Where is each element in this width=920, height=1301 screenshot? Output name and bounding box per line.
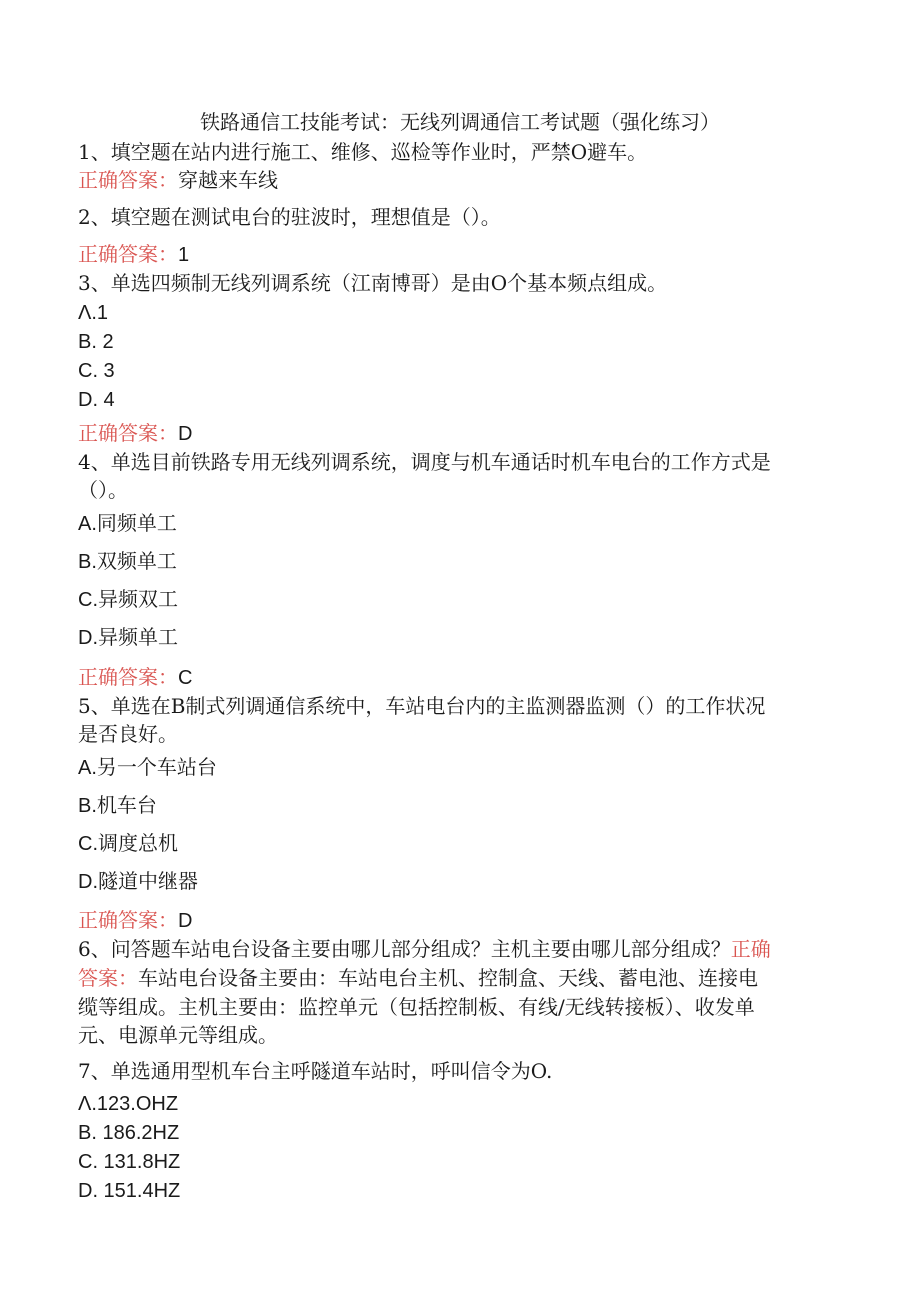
answer-value: 车站电台设备主要由：车站电台主机、控制盒、天线、蓄电池、连接电 [138,966,758,990]
option: Λ.1 [78,302,109,324]
answer-6-cont: 元、电源单元等组成。 [78,1023,278,1047]
option: A.另一个车站台 [78,757,217,779]
answer-label: 正确答案： [78,168,178,192]
option: B.双频单工 [78,551,177,573]
answer-6 [78,964,834,992]
answer-label: 正确答案： [78,242,178,266]
question-3: 3、单选四频制无线列调系统（江南博哥）是由O个基本频点组成。 [78,271,668,295]
question-2: 2、填空题在测试电台的驻波时，理想值是（）。 [78,205,501,229]
answer-6-cont: 缆等组成。主机主要由：监控单元（包括控制板、有线/无线转接板）、收发单 [78,995,755,1019]
answer-label: 正确 [730,937,771,961]
option: A.同频单工 [78,513,177,535]
answer-label: 正确答案： [78,421,178,445]
option: B.机车台 [78,795,157,817]
option: D. 4 [78,389,115,411]
option: Λ.123.OHZ [78,1093,179,1115]
page-title: 铁路通信工技能考试：无线列调通信工考试题（强化练习） [200,110,720,134]
option: C.异频双工 [78,589,178,611]
question-5-cont: 是否良好。 [78,722,178,746]
question-1: 1、填空题在站内进行施工、维修、巡检等作业时，严禁O避车。 [78,140,648,164]
option: D. 151.4HZ [78,1180,181,1202]
answer-value: C [178,667,193,689]
answer-value: D [178,910,193,932]
answer-label: 正确答案： [78,665,178,689]
option: D.异频单工 [78,627,178,649]
option: C.调度总机 [78,833,178,855]
answer-5 [78,906,834,935]
question-4-cont: （）。 [78,478,128,502]
answer-value: D [178,423,193,445]
answer-2 [78,240,834,269]
question-5: 5、单选在B制式列调通信系统中，车站电台内的主监测器监测（）的工作状况 [78,694,766,718]
option: C. 3 [78,360,115,382]
answer-label: 正确答案： [78,908,178,932]
answer-label: 答案： [78,966,138,990]
answer-4 [78,663,834,692]
answer-3 [78,419,834,448]
option: D.隧道中继器 [78,871,198,893]
answer-value: 1 [178,244,190,266]
answer-value: 穿越来车线 [178,168,278,192]
question-7: 7、单选通用型机车台主呼隧道车站时，呼叫信令为O. [78,1059,553,1083]
option: B. 2 [78,331,114,353]
option: B. 186.2HZ [78,1122,180,1144]
question-4: 4、单选目前铁路专用无线列调系统，调度与机车通话时机车电台的工作方式是 [78,450,771,474]
answer-1 [78,166,834,194]
question-6: 6、问答题车站电台设备主要由哪儿部分组成？主机主要由哪儿部分组成？正确 [78,937,771,961]
option: C. 131.8HZ [78,1151,181,1173]
